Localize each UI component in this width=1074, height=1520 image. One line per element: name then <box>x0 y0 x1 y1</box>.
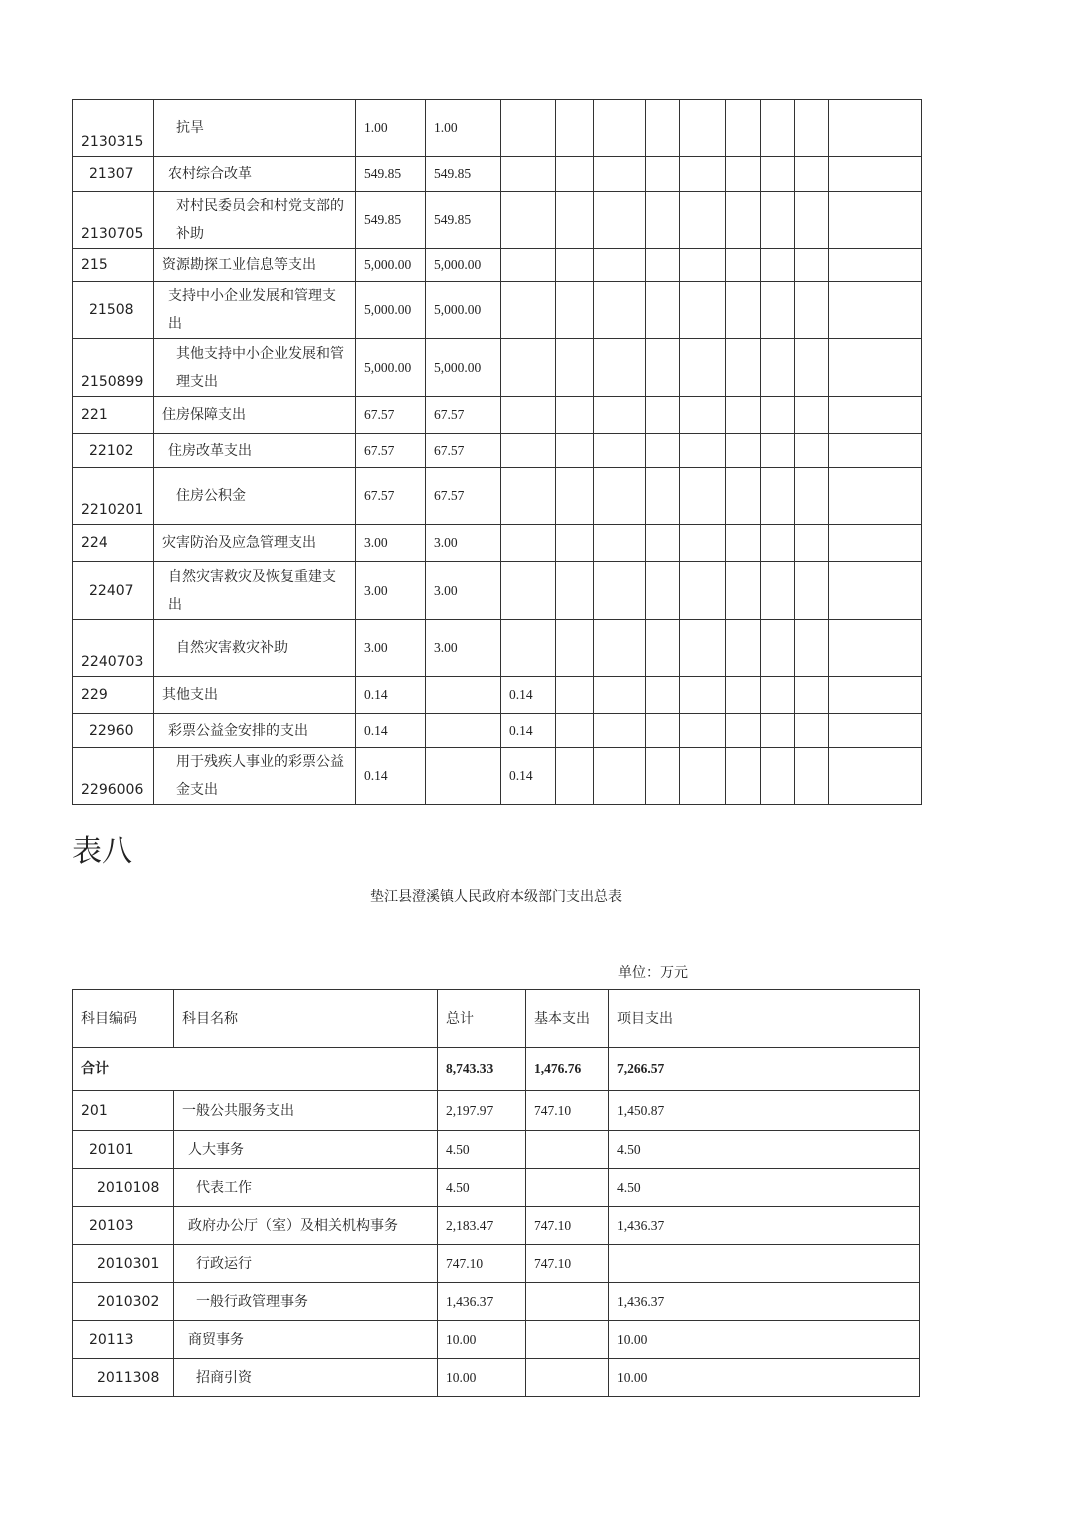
row-project: 10.00 <box>609 1359 920 1397</box>
row-fund-budget: 0.14 <box>501 748 556 805</box>
empty-cell <box>556 249 594 282</box>
empty-cell <box>594 192 646 249</box>
empty-cell <box>680 100 726 157</box>
empty-cell <box>829 468 922 525</box>
row-fund-budget <box>501 282 556 339</box>
empty-cell <box>726 468 761 525</box>
empty-cell <box>726 157 761 192</box>
row-general-budget: 549.85 <box>426 192 501 249</box>
empty-cell <box>795 397 829 434</box>
empty-cell <box>556 562 594 620</box>
table-row <box>73 1283 920 1321</box>
row-name: 抗旱 <box>154 100 356 157</box>
empty-cell <box>726 397 761 434</box>
empty-cell <box>726 714 761 748</box>
row-total: 1.00 <box>356 100 426 157</box>
row-total: 2,183.47 <box>438 1207 526 1245</box>
empty-cell <box>829 249 922 282</box>
row-basic: 747.10 <box>526 1207 609 1245</box>
row-total: 10.00 <box>438 1359 526 1397</box>
total-sum: 8,743.33 <box>438 1048 526 1091</box>
total-basic: 1,476.76 <box>526 1048 609 1091</box>
empty-cell <box>795 468 829 525</box>
row-code: 2011308 <box>73 1359 174 1397</box>
row-code: 20103 <box>73 1207 174 1245</box>
row-general-budget: 5,000.00 <box>426 339 501 397</box>
empty-cell <box>556 748 594 805</box>
empty-cell <box>726 677 761 714</box>
empty-cell <box>795 620 829 677</box>
row-code: 215 <box>73 249 154 282</box>
row-name: 其他支持中小企业发展和管理支出 <box>154 339 356 397</box>
empty-cell <box>726 100 761 157</box>
row-basic <box>526 1321 609 1359</box>
row-total: 3.00 <box>356 525 426 562</box>
empty-cell <box>646 397 680 434</box>
table-row <box>73 192 922 249</box>
empty-cell <box>646 157 680 192</box>
row-fund-budget <box>501 468 556 525</box>
empty-cell <box>646 192 680 249</box>
empty-cell <box>795 282 829 339</box>
row-general-budget: 3.00 <box>426 620 501 677</box>
unit-label: 单位：万元 <box>618 965 688 981</box>
empty-cell <box>594 677 646 714</box>
table-row <box>73 620 922 677</box>
table-row <box>73 468 922 525</box>
empty-cell <box>556 397 594 434</box>
row-total: 67.57 <box>356 397 426 434</box>
row-general-budget: 1.00 <box>426 100 501 157</box>
row-name: 一般行政管理事务 <box>174 1283 438 1321</box>
empty-cell <box>646 434 680 468</box>
empty-cell <box>795 562 829 620</box>
row-name: 招商引资 <box>174 1359 438 1397</box>
header-basic: 基本支出 <box>526 990 609 1048</box>
header-total: 总计 <box>438 990 526 1048</box>
table-row <box>73 1131 920 1169</box>
table-row <box>73 1321 920 1359</box>
row-total: 3.00 <box>356 562 426 620</box>
empty-cell <box>680 525 726 562</box>
empty-cell <box>594 339 646 397</box>
row-total: 0.14 <box>356 677 426 714</box>
row-fund-budget: 0.14 <box>501 714 556 748</box>
row-fund-budget <box>501 562 556 620</box>
empty-cell <box>795 434 829 468</box>
table-row <box>73 1245 920 1283</box>
row-fund-budget <box>501 434 556 468</box>
empty-cell <box>795 249 829 282</box>
row-general-budget: 3.00 <box>426 525 501 562</box>
row-name: 住房改革支出 <box>154 434 356 468</box>
empty-cell <box>556 157 594 192</box>
row-project: 1,436.37 <box>609 1283 920 1321</box>
empty-cell <box>761 192 795 249</box>
row-general-budget: 549.85 <box>426 157 501 192</box>
empty-cell <box>761 434 795 468</box>
empty-cell <box>556 434 594 468</box>
row-total: 549.85 <box>356 157 426 192</box>
empty-cell <box>594 434 646 468</box>
table-row <box>73 339 922 397</box>
table-row <box>73 677 922 714</box>
empty-cell <box>680 249 726 282</box>
empty-cell <box>680 282 726 339</box>
row-fund-budget <box>501 339 556 397</box>
empty-cell <box>680 468 726 525</box>
row-code: 2210201 <box>73 468 154 525</box>
empty-cell <box>646 339 680 397</box>
empty-cell <box>761 562 795 620</box>
empty-cell <box>829 100 922 157</box>
empty-cell <box>594 525 646 562</box>
empty-cell <box>726 562 761 620</box>
table-row <box>73 748 922 805</box>
empty-cell <box>594 468 646 525</box>
empty-cell <box>829 397 922 434</box>
row-code: 2130315 <box>73 100 154 157</box>
empty-cell <box>680 562 726 620</box>
empty-cell <box>829 525 922 562</box>
row-basic <box>526 1283 609 1321</box>
row-name: 农村综合改革 <box>154 157 356 192</box>
row-total: 10.00 <box>438 1321 526 1359</box>
empty-cell <box>726 748 761 805</box>
row-general-budget: 67.57 <box>426 468 501 525</box>
empty-cell <box>680 434 726 468</box>
empty-cell <box>556 192 594 249</box>
table-row <box>73 562 922 620</box>
empty-cell <box>556 525 594 562</box>
header-project: 项目支出 <box>609 990 920 1048</box>
empty-cell <box>795 192 829 249</box>
row-general-budget: 5,000.00 <box>426 282 501 339</box>
row-project: 4.50 <box>609 1131 920 1169</box>
row-fund-budget <box>501 157 556 192</box>
table-row <box>73 100 922 157</box>
table-row <box>73 525 922 562</box>
row-total: 2,197.97 <box>438 1091 526 1131</box>
row-general-budget <box>426 677 501 714</box>
row-general-budget: 5,000.00 <box>426 249 501 282</box>
row-general-budget <box>426 714 501 748</box>
row-total: 5,000.00 <box>356 339 426 397</box>
empty-cell <box>646 714 680 748</box>
row-fund-budget <box>501 525 556 562</box>
empty-cell <box>680 677 726 714</box>
expenditure-table-continued <box>72 99 922 805</box>
empty-cell <box>646 282 680 339</box>
total-project: 7,266.57 <box>609 1048 920 1091</box>
empty-cell <box>726 525 761 562</box>
empty-cell <box>761 525 795 562</box>
empty-cell <box>646 525 680 562</box>
empty-cell <box>795 100 829 157</box>
empty-cell <box>556 677 594 714</box>
empty-cell <box>594 282 646 339</box>
table-row <box>73 157 922 192</box>
row-code: 20101 <box>73 1131 174 1169</box>
empty-cell <box>761 468 795 525</box>
row-total: 4.50 <box>438 1169 526 1207</box>
row-name: 人大事务 <box>174 1131 438 1169</box>
row-project: 1,436.37 <box>609 1207 920 1245</box>
row-total: 5,000.00 <box>356 282 426 339</box>
empty-cell <box>556 620 594 677</box>
header-name: 科目名称 <box>174 990 438 1048</box>
empty-cell <box>646 562 680 620</box>
row-total: 1,436.37 <box>438 1283 526 1321</box>
empty-cell <box>761 157 795 192</box>
empty-cell <box>829 677 922 714</box>
empty-cell <box>761 397 795 434</box>
empty-cell <box>761 677 795 714</box>
row-code: 2010301 <box>73 1245 174 1283</box>
table-row <box>73 282 922 339</box>
department-expenditure-summary-table <box>72 989 920 1397</box>
total-label: 合计 <box>73 1048 438 1091</box>
row-name: 用于残疾人事业的彩票公益金支出 <box>154 748 356 805</box>
empty-cell <box>646 677 680 714</box>
empty-cell <box>556 100 594 157</box>
empty-cell <box>680 339 726 397</box>
empty-cell <box>680 192 726 249</box>
empty-cell <box>829 282 922 339</box>
empty-cell <box>594 562 646 620</box>
empty-cell <box>594 157 646 192</box>
row-project: 10.00 <box>609 1321 920 1359</box>
empty-cell <box>646 100 680 157</box>
empty-cell <box>829 192 922 249</box>
row-fund-budget <box>501 249 556 282</box>
row-basic <box>526 1131 609 1169</box>
header-row <box>73 990 920 1048</box>
empty-cell <box>829 157 922 192</box>
row-project <box>609 1245 920 1283</box>
row-code: 201 <box>73 1091 174 1131</box>
row-basic <box>526 1169 609 1207</box>
row-code: 2296006 <box>73 748 154 805</box>
table-title: 垫江县澄溪镇人民政府本级部门支出总表 <box>370 889 622 905</box>
empty-cell <box>761 282 795 339</box>
row-basic: 747.10 <box>526 1091 609 1131</box>
row-code: 22407 <box>73 562 154 620</box>
empty-cell <box>594 397 646 434</box>
row-code: 2010108 <box>73 1169 174 1207</box>
row-fund-budget <box>501 192 556 249</box>
row-general-budget: 67.57 <box>426 434 501 468</box>
row-name: 住房保障支出 <box>154 397 356 434</box>
empty-cell <box>761 249 795 282</box>
row-name: 其他支出 <box>154 677 356 714</box>
empty-cell <box>829 748 922 805</box>
row-basic <box>526 1359 609 1397</box>
empty-cell <box>761 748 795 805</box>
row-code: 20113 <box>73 1321 174 1359</box>
row-code: 221 <box>73 397 154 434</box>
empty-cell <box>726 620 761 677</box>
empty-cell <box>829 620 922 677</box>
empty-cell <box>680 620 726 677</box>
empty-cell <box>680 748 726 805</box>
table-row <box>73 1091 920 1131</box>
row-fund-budget <box>501 620 556 677</box>
row-total: 5,000.00 <box>356 249 426 282</box>
row-code: 229 <box>73 677 154 714</box>
empty-cell <box>761 714 795 748</box>
empty-cell <box>556 714 594 748</box>
empty-cell <box>680 714 726 748</box>
empty-cell <box>829 434 922 468</box>
table-row <box>73 1359 920 1397</box>
row-name: 对村民委员会和村党支部的补助 <box>154 192 356 249</box>
row-fund-budget: 0.14 <box>501 677 556 714</box>
row-basic: 747.10 <box>526 1245 609 1283</box>
row-code: 21307 <box>73 157 154 192</box>
row-name: 自然灾害救灾及恢复重建支出 <box>154 562 356 620</box>
row-total: 67.57 <box>356 468 426 525</box>
section-heading: 表八 <box>72 834 132 869</box>
row-name: 政府办公厅（室）及相关机构事务 <box>174 1207 438 1245</box>
empty-cell <box>594 620 646 677</box>
empty-cell <box>795 748 829 805</box>
row-fund-budget <box>501 100 556 157</box>
row-fund-budget <box>501 397 556 434</box>
row-name: 代表工作 <box>174 1169 438 1207</box>
row-name: 自然灾害救灾补助 <box>154 620 356 677</box>
row-code: 2010302 <box>73 1283 174 1321</box>
empty-cell <box>556 339 594 397</box>
empty-cell <box>726 282 761 339</box>
row-code: 224 <box>73 525 154 562</box>
empty-cell <box>829 714 922 748</box>
row-total: 4.50 <box>438 1131 526 1169</box>
empty-cell <box>795 157 829 192</box>
row-code: 2130705 <box>73 192 154 249</box>
empty-cell <box>556 468 594 525</box>
row-project: 1,450.87 <box>609 1091 920 1131</box>
row-general-budget: 67.57 <box>426 397 501 434</box>
empty-cell <box>646 620 680 677</box>
table-row <box>73 249 922 282</box>
empty-cell <box>594 100 646 157</box>
empty-cell <box>646 249 680 282</box>
empty-cell <box>795 714 829 748</box>
row-total: 0.14 <box>356 714 426 748</box>
empty-cell <box>795 525 829 562</box>
row-total: 549.85 <box>356 192 426 249</box>
row-project: 4.50 <box>609 1169 920 1207</box>
row-name: 住房公积金 <box>154 468 356 525</box>
row-name: 资源勘探工业信息等支出 <box>154 249 356 282</box>
empty-cell <box>761 339 795 397</box>
row-total: 0.14 <box>356 748 426 805</box>
row-name: 彩票公益金安排的支出 <box>154 714 356 748</box>
empty-cell <box>726 339 761 397</box>
row-name: 支持中小企业发展和管理支出 <box>154 282 356 339</box>
header-code: 科目编码 <box>73 990 174 1048</box>
row-code: 22960 <box>73 714 154 748</box>
row-total: 3.00 <box>356 620 426 677</box>
empty-cell <box>795 677 829 714</box>
empty-cell <box>829 562 922 620</box>
table-row <box>73 714 922 748</box>
row-name: 灾害防治及应急管理支出 <box>154 525 356 562</box>
row-total: 67.57 <box>356 434 426 468</box>
row-code: 22102 <box>73 434 154 468</box>
row-general-budget <box>426 748 501 805</box>
table-row <box>73 434 922 468</box>
empty-cell <box>795 339 829 397</box>
empty-cell <box>761 620 795 677</box>
row-code: 2150899 <box>73 339 154 397</box>
row-code: 2240703 <box>73 620 154 677</box>
empty-cell <box>646 468 680 525</box>
total-row <box>73 1048 920 1091</box>
empty-cell <box>726 192 761 249</box>
empty-cell <box>726 434 761 468</box>
table-row <box>73 397 922 434</box>
row-name: 行政运行 <box>174 1245 438 1283</box>
row-total: 747.10 <box>438 1245 526 1283</box>
empty-cell <box>646 748 680 805</box>
empty-cell <box>829 339 922 397</box>
empty-cell <box>761 100 795 157</box>
table-row <box>73 1169 920 1207</box>
empty-cell <box>680 397 726 434</box>
empty-cell <box>726 249 761 282</box>
row-name: 商贸事务 <box>174 1321 438 1359</box>
table-row <box>73 1207 920 1245</box>
row-name: 一般公共服务支出 <box>174 1091 438 1131</box>
row-code: 21508 <box>73 282 154 339</box>
empty-cell <box>594 748 646 805</box>
row-general-budget: 3.00 <box>426 562 501 620</box>
empty-cell <box>556 282 594 339</box>
empty-cell <box>594 714 646 748</box>
empty-cell <box>680 157 726 192</box>
empty-cell <box>594 249 646 282</box>
